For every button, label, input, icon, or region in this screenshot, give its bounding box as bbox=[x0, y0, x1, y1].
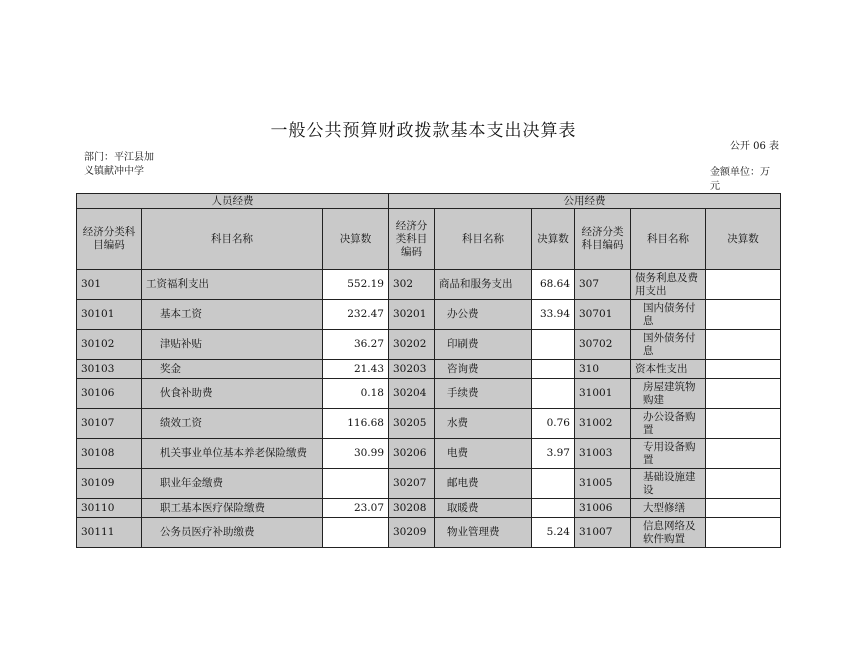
cell-name: 物业管理费 bbox=[435, 518, 532, 548]
cell-code: 31001 bbox=[575, 379, 631, 409]
table-row bbox=[77, 409, 781, 439]
cell-name: 大型修缮 bbox=[631, 499, 706, 518]
cell-code: 30102 bbox=[77, 330, 142, 360]
cell-code: 307 bbox=[575, 270, 631, 300]
cell-amount bbox=[706, 270, 781, 300]
cell-name: 印刷费 bbox=[435, 330, 532, 360]
cell-code: 30111 bbox=[77, 518, 142, 548]
table-row bbox=[77, 360, 781, 379]
cell-name: 债务利息及费用支出 bbox=[631, 270, 706, 300]
cell-name: 办公设备购置 bbox=[631, 409, 706, 439]
cell-code: 30701 bbox=[575, 300, 631, 330]
cell-code: 30108 bbox=[77, 439, 142, 469]
cell-amount bbox=[706, 360, 781, 379]
cell-name: 津贴补贴 bbox=[142, 330, 323, 360]
cell-code: 31005 bbox=[575, 469, 631, 499]
cell-code: 31003 bbox=[575, 439, 631, 469]
cell-name: 电费 bbox=[435, 439, 532, 469]
header-amount-personnel: 决算数 bbox=[323, 209, 389, 270]
header-code-public: 经济分类科目编码 bbox=[389, 209, 435, 270]
cell-amount bbox=[706, 439, 781, 469]
table-row bbox=[77, 379, 781, 409]
form-number: 公开 06 表 bbox=[729, 141, 779, 152]
cell-amount: 5.24 bbox=[532, 518, 575, 548]
unit-label: 金额单位：万元 bbox=[710, 167, 770, 192]
cell-name: 专用设备购置 bbox=[631, 439, 706, 469]
cell-code: 30101 bbox=[77, 300, 142, 330]
cell-amount bbox=[706, 469, 781, 499]
cell-amount: 552.19 bbox=[323, 270, 389, 300]
cell-amount bbox=[532, 499, 575, 518]
header-name-public: 科目名称 bbox=[435, 209, 532, 270]
cell-code: 31006 bbox=[575, 499, 631, 518]
cell-code: 30207 bbox=[389, 469, 435, 499]
cell-name: 咨询费 bbox=[435, 360, 532, 379]
expenditure-table bbox=[76, 193, 781, 548]
cell-amount bbox=[532, 379, 575, 409]
cell-name: 邮电费 bbox=[435, 469, 532, 499]
cell-amount bbox=[706, 518, 781, 548]
group-header-personnel: 人员经费 bbox=[77, 194, 389, 209]
cell-name: 办公费 bbox=[435, 300, 532, 330]
cell-amount bbox=[706, 499, 781, 518]
cell-name: 国内债务付息 bbox=[631, 300, 706, 330]
cell-name: 工资福利支出 bbox=[142, 270, 323, 300]
cell-name: 基础设施建设 bbox=[631, 469, 706, 499]
cell-amount bbox=[706, 300, 781, 330]
table-row bbox=[77, 439, 781, 469]
cell-amount: 3.97 bbox=[532, 439, 575, 469]
cell-amount: 68.64 bbox=[532, 270, 575, 300]
cell-name: 取暖费 bbox=[435, 499, 532, 518]
cell-code: 30702 bbox=[575, 330, 631, 360]
cell-amount bbox=[323, 518, 389, 548]
group-header-public: 公用经费 bbox=[389, 194, 781, 209]
cell-code: 302 bbox=[389, 270, 435, 300]
cell-amount: 23.07 bbox=[323, 499, 389, 518]
cell-name: 房屋建筑物购建 bbox=[631, 379, 706, 409]
table-row bbox=[77, 518, 781, 548]
header-amount-public-2: 决算数 bbox=[706, 209, 781, 270]
cell-amount: 0.18 bbox=[323, 379, 389, 409]
cell-name: 基本工资 bbox=[142, 300, 323, 330]
cell-code: 30208 bbox=[389, 499, 435, 518]
cell-name: 职工基本医疗保险缴费 bbox=[142, 499, 323, 518]
cell-code: 30106 bbox=[77, 379, 142, 409]
cell-code: 30206 bbox=[389, 439, 435, 469]
header-code-public-2: 经济分类科目编码 bbox=[575, 209, 631, 270]
cell-amount: 30.99 bbox=[323, 439, 389, 469]
cell-name: 机关事业单位基本养老保险缴费 bbox=[142, 439, 323, 469]
table-row bbox=[77, 270, 781, 300]
cell-name: 伙食补助费 bbox=[142, 379, 323, 409]
cell-code: 30202 bbox=[389, 330, 435, 360]
page-title: 一般公共预算财政拨款基本支出决算表 bbox=[270, 121, 577, 141]
cell-amount bbox=[532, 469, 575, 499]
header-amount-public: 决算数 bbox=[532, 209, 575, 270]
department-label: 部门：平江县加义镇献冲中学 bbox=[84, 152, 154, 177]
cell-name: 绩效工资 bbox=[142, 409, 323, 439]
cell-code: 30204 bbox=[389, 379, 435, 409]
cell-name: 商品和服务支出 bbox=[435, 270, 532, 300]
header-name-personnel: 科目名称 bbox=[142, 209, 323, 270]
cell-amount bbox=[706, 330, 781, 360]
table-row bbox=[77, 499, 781, 518]
cell-code: 30201 bbox=[389, 300, 435, 330]
cell-amount bbox=[323, 469, 389, 499]
cell-name: 职业年金缴费 bbox=[142, 469, 323, 499]
cell-amount: 36.27 bbox=[323, 330, 389, 360]
header-name-public-2: 科目名称 bbox=[631, 209, 706, 270]
cell-code: 31007 bbox=[575, 518, 631, 548]
cell-amount: 0.76 bbox=[532, 409, 575, 439]
cell-code: 30203 bbox=[389, 360, 435, 379]
cell-amount: 116.68 bbox=[323, 409, 389, 439]
cell-name: 资本性支出 bbox=[631, 360, 706, 379]
cell-name: 奖金 bbox=[142, 360, 323, 379]
cell-name: 手续费 bbox=[435, 379, 532, 409]
cell-code: 31002 bbox=[575, 409, 631, 439]
cell-amount bbox=[532, 330, 575, 360]
cell-code: 30205 bbox=[389, 409, 435, 439]
cell-amount: 21.43 bbox=[323, 360, 389, 379]
header-code-personnel: 经济分类科目编码 bbox=[77, 209, 142, 270]
cell-amount: 33.94 bbox=[532, 300, 575, 330]
cell-amount bbox=[706, 409, 781, 439]
cell-code: 310 bbox=[575, 360, 631, 379]
cell-code: 30103 bbox=[77, 360, 142, 379]
cell-amount bbox=[532, 360, 575, 379]
cell-code: 301 bbox=[77, 270, 142, 300]
cell-amount bbox=[706, 379, 781, 409]
cell-name: 国外债务付息 bbox=[631, 330, 706, 360]
table-row bbox=[77, 330, 781, 360]
cell-name: 水费 bbox=[435, 409, 532, 439]
cell-code: 30209 bbox=[389, 518, 435, 548]
cell-code: 30107 bbox=[77, 409, 142, 439]
cell-code: 30110 bbox=[77, 499, 142, 518]
cell-name: 公务员医疗补助缴费 bbox=[142, 518, 323, 548]
table-row bbox=[77, 300, 781, 330]
cell-name: 信息网络及软件购置 bbox=[631, 518, 706, 548]
cell-amount: 232.47 bbox=[323, 300, 389, 330]
cell-code: 30109 bbox=[77, 469, 142, 499]
table-row bbox=[77, 469, 781, 499]
